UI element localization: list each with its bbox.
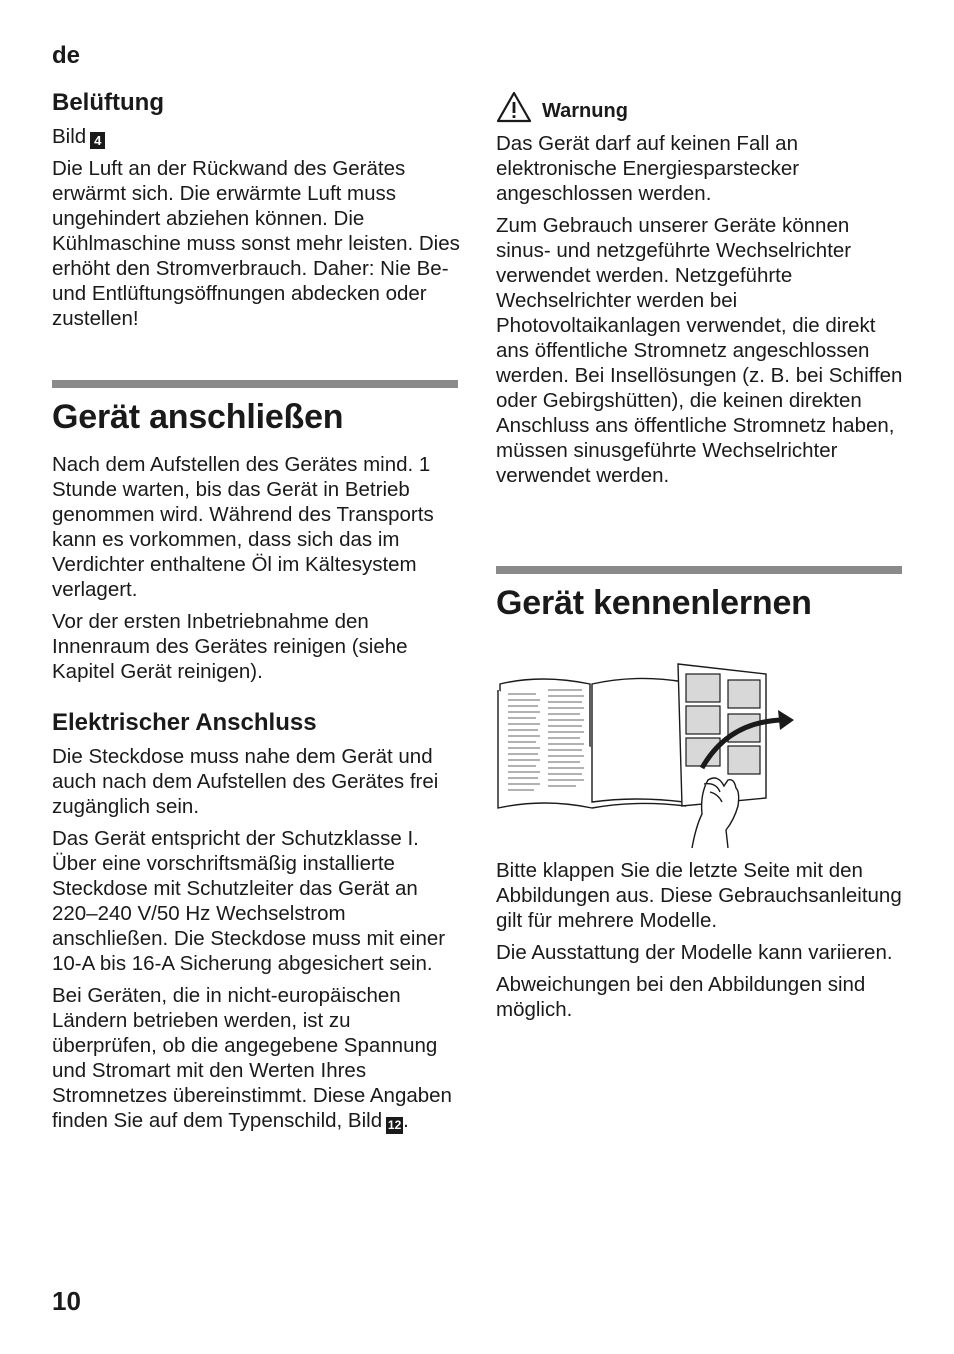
paragraph-elektrisch-3 xyxy=(52,983,460,1134)
warning-header xyxy=(496,90,904,123)
paragraph-kennenlernen-2: Die Ausstattung der Modelle kann variieren. xyxy=(496,941,893,964)
foldout-manual-illustration xyxy=(496,660,796,852)
section-anschliessen xyxy=(52,396,460,684)
paragraph-warnung-2: Zum Gebrauch unserer Geräte können sinus- und netzgeführte Wechselrichter verwendet werden. Netzgeführte Wechselrichter werden bei Photovoltaikanlagen verwendet, die direkt ans öffentliche Stromnetz angeschlossen werden. Bei Insellösungen (z. B. bei Schiffen oder Gebirgshütten), die keinen direkten Anschluss ans öffentliche Stromnetz haben, müssen sinusgeführte Wechselrichter verwendet werden. xyxy=(496,214,903,487)
page-number: 10 xyxy=(52,1286,81,1316)
figure-label: Bild xyxy=(52,125,87,148)
warning-triangle-icon xyxy=(496,91,532,123)
paragraph-anschliessen-1: Nach dem Aufstellen des Gerätes mind. 1 Stunde warten, bis das Gerät in Betrieb genommen wird. Während des Transports kann es vorkommen, dass sich das im Verdichter enthaltene Öl im Kältesystem verlagert. xyxy=(52,453,434,601)
paragraph-warnung-1: Das Gerät darf auf keinen Fall an elektronische Energiesparstecker angeschlossen werden. xyxy=(496,132,800,205)
heading-kennenlernen: Gerät kennenlernen xyxy=(496,584,812,622)
paragraph-elektrisch-2: Das Gerät entspricht der Schutzklasse I. Über eine vorschriftsmäßig installierte Steckdose mit Schutzleiter das Gerät an 220–240 V/50 Hz Wechselstrom anschließen. Die Steckdose muss mit einer 10-A bis 16-A Sicherung abgesichert sein. xyxy=(52,827,446,975)
heading-belueftung: Belüftung xyxy=(52,89,164,116)
language-code: de xyxy=(52,42,81,69)
warning-title: Warnung xyxy=(542,100,628,122)
heading-elektrischer-anschluss: Elektrischer Anschluss xyxy=(52,709,317,736)
section-elektrischer-anschluss xyxy=(52,708,460,1134)
figure-number-badge: 4 xyxy=(90,132,105,149)
heading-anschliessen: Gerät anschließen xyxy=(52,398,344,436)
section-kennenlernen-text xyxy=(496,858,904,1022)
figure-reference xyxy=(52,124,460,149)
paragraph-kennenlernen-1: Bitte klappen Sie die letzte Seite mit den Abbildungen aus. Diese Gebrauchsanleitung gilt für mehrere Modelle. xyxy=(496,859,902,932)
section-kennenlernen xyxy=(496,582,904,624)
section-divider xyxy=(496,566,902,574)
paragraph-elektrisch-3-end: . xyxy=(403,1109,409,1132)
figure-number-badge: 12 xyxy=(387,1118,402,1132)
section-belueftung xyxy=(52,88,460,331)
paragraph-elektrisch-1: Die Steckdose muss nahe dem Gerät und auch nach dem Aufstellen des Gerätes frei zugänglich sein. xyxy=(52,745,439,818)
paragraph-elektrisch-3-text: Bei Geräten, die in nicht-europäischen Ländern betrieben werden, ist zu überprüfen, ob die angegebene Spannung und Stromart mit den Werten Ihres Stromnetzes übereinstimmt. Diese Angaben finden Sie auf dem Typenschild, Bild xyxy=(52,984,452,1132)
section-divider xyxy=(52,380,458,388)
paragraph-belueftung: Die Luft an der Rückwand des Gerätes erwärmt sich. Die erwärmte Luft muss ungehindert abziehen können. Die Kühlmaschine muss sonst mehr leisten. Dies erhöht den Stromverbrauch. Daher: Nie Be- und Entlüftungsöffnungen abdecken oder zustellen! xyxy=(52,157,460,330)
section-warnung xyxy=(496,90,904,488)
paragraph-anschliessen-2: Vor der ersten Inbetriebnahme den Innenraum des Gerätes reinigen (siehe Kapitel Gerät reinigen). xyxy=(52,610,408,683)
paragraph-kennenlernen-3: Abweichungen bei den Abbildungen sind möglich. xyxy=(496,973,866,1021)
